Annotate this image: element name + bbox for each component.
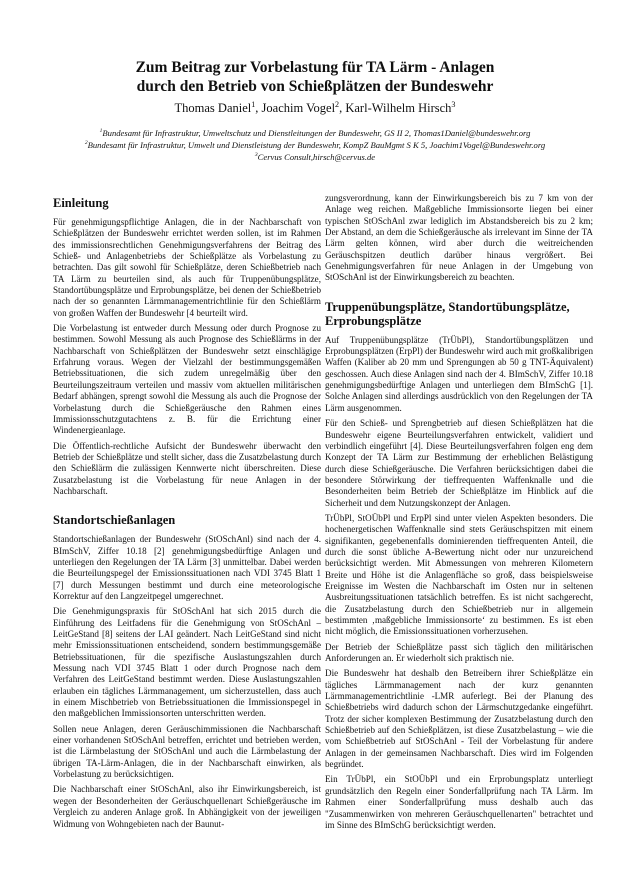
affiliation-3	[0, 152, 630, 164]
paper-header	[0, 58, 630, 163]
author-affiliation-mark: 1	[251, 99, 256, 109]
affiliation-text: Cervus Consult,hirsch@cervus.de	[257, 151, 376, 162]
author-name: Thomas Daniel	[174, 101, 252, 115]
paragraph: Auf Truppenübungsplätze (TrÜbPl), Standortübungsplätzen und Erprobungsplätzen (ErpPl) der Bundeswehr wird auch mit großkalibrigen Waffen (Kaliber ab 20 mm und Sprengungen ab 50 g TNT-Äquivalent) geschossen. Auch diese Anlagen sind nach der 4. BImSchV, Ziffer 10.18 genehmigungsbedürftige Anlagen und unterliegen dem BImSchG [1]. Solche Anlagen sind allerdings ausdrücklich von den Regelungen der TA Lärm ausgenommen.	[325, 334, 593, 413]
author-name: Karl-Wilhelm Hirsch	[345, 101, 452, 115]
paragraph: Die Genehmigungspraxis für StOSchAnl hat sich 2015 durch die Einführung des Leitfadens für die Genehmigung von StOSchAnl – LeitGeStand [8] seitens der LAI geändert. Nach LeitGeStand sind nicht mehr Emissionssituationen entscheidend, sondern bestimmungsgemäße Betriebssituationen, für die spezifische Auslastungszahlen durch Messung nach VDI 3745 Blatt 1 oder durch Prognose nach dem Verfahren des LeitGeStand bestimmt werden. Diese Auslastungszahlen erlauben ein tägliches Lärmmanagement, um sicherzustellen, dass auch in einem Mischbetrieb von Betriebssituationen die Immissionspegel in den maßgeblichen Immissionsorten unterschritten werden.	[53, 606, 321, 719]
paragraph: Sollen neue Anlagen, deren Geräuschimmissionen die Nachbarschaft einer vorhandenen StOSchAnl betreffen, errichtet und betrieben werden, ist die Lärmbelastung der StOSchAnl und auch die Lärmbelastung der übrigen TA-Lärm-Anlagen, die in der Nachbarschaft einwirken, als Vorbelastung zu berücksichtigen.	[53, 723, 321, 780]
paragraph: Die Vorbelastung ist entweder durch Messung oder durch Prognose zu bestimmen. Sowohl Messung als auch Prognose des Schießlärms in der Nachbarschaft von Schießplätzen der Bundeswehr setzt einschlägige Erfahrung voraus. Wegen der Vielzahl der bestimmungsgemäßen Betriebssituationen, die sich zudem unregelmäßig über den Beurteilungszeitraum verteilen und massiv vom aktuellen militärischen Bedarf abhängen, sprengt sowohl die Messung als auch die Prognose der Vorbelastung durch die Schießgeräusche den Rahmen eines Immissionsschutzgutachtens z. B. für die Errichtung einer Windenergieanlage.	[53, 323, 321, 436]
title-line-2: durch den Betrieb von Schießplätzen der Bundeswehr	[136, 78, 494, 95]
paragraph: TrÜbPl, StOÜbPl und ErpPl sind unter vielen Aspekten besonders. Die hochenergetischen Waffenknalle sind stets Geräuschspitzen mit einem signifikanten, gegebenenfalls dominierenden tieffrequenten Anteil, die durch die sonst übliche A-Bewertung nicht oder nur unzureichend berücksichtigt werden. Mit Abmessungen von mehreren Kilometern Breite und Höhe ist die Anlagenfläche so groß, dass beispielsweise Ereignisse im Westen die Nachbarschaft im Osten nur in seltenen Ausbreitungssituationen tatsächlich betreffen. Es ist nicht sachgerecht, die Zusatzbelastung durch den Schießbetrieb nur in allgemein bestimmten ‚maßgebliche Immissionsorte‘ zu bestimmen. Es ist eben nicht möglich, die Emissionssituationen vorherzusehen.	[325, 512, 593, 637]
author-name: Joachim Vogel	[261, 101, 336, 115]
affiliation-1	[0, 128, 630, 140]
author-list: Thomas Daniel$^1$, Joachim Vogel$^2$, Karl-Wilhelm Hirsch$^3$	[174, 99, 456, 115]
author-affiliation-mark: 2	[335, 99, 340, 109]
section-heading-truppenuebungsplaetze: Truppenübungsplätze, Standortübungsplätze, Erprobungsplätze	[325, 299, 570, 328]
left-column	[53, 196, 321, 834]
affiliation-mark: 2	[84, 139, 88, 146]
section-heading-einleitung: Einleitung	[53, 196, 109, 210]
paragraph: Für den Schieß- und Sprengbetrieb auf diesen Schießplätzen hat die Bundeswehr eigene Beurteilungsverfahren entwickelt, validiert und verbindlich eingeführt [4]. Diese Beurteilungsverfahren folgen eng dem Konzept der TA Lärm zur Bestimmung der erheblichen Belästigung durch diese Schießgeräusche. Die Verfahren berücksichtigen dabei die besondere Störwirkung der tieffrequenten Waffenknalle und die Besonderheiten beim Betrieb der Schießplätze im Hinblick auf die Sicherheit und dem Nutzungskonzept der Anlagen.	[325, 418, 593, 508]
author-affiliation-mark: 3	[451, 99, 456, 109]
paragraph: Der Betrieb der Schießplätze passt sich täglich den militärischen Anforderungen an. Er wiederholt sich praktisch nie.	[325, 641, 593, 664]
paragraph: Die Öffentlich-rechtliche Aufsicht der Bundeswehr überwacht den Betrieb der Schießplätze und stellt sicher, dass die Zusatzbelastung durch den Schießlärm die zulässigen Kennwerte nicht überschreiten. Diese Zusatzbelastung ist die Vorbelastung für neue Anlagen in der Nachbarschaft.	[53, 440, 321, 496]
affiliation-mark: 1	[99, 128, 103, 135]
title-line-1: Zum Beitrag zur Vorbelastung für TA Lärm - Anlagen	[135, 59, 495, 76]
paragraph: Die Bundeswehr hat deshalb den Betreibern ihrer Schießplätze ein tägliches Lärmmanagement nach der kurz genannten Lärmmanagementrichtlinie -LMR auferlegt. Bei der Planung des Schießbetriebs wird dadurch schon der Lärmschutzgedanke eingeführt. Trotz der sicher komplexen Bestimmung der Zusatzbelastung durch den Schießbetrieb auf den Schießplätzen, ist diese Zusatzbelastung – wie die vom Schießbetrieb auf StOSchAnl - Teil der Vorbelastung für andere Anlagen in der gemeinsamen Nachbarschaft. Dies wird im Folgenden begründet.	[325, 668, 593, 770]
affiliation-2	[0, 140, 630, 152]
right-column	[325, 193, 593, 835]
affiliation-list	[0, 128, 630, 163]
affiliation-mark: 3	[254, 151, 258, 158]
paper-title	[0, 58, 630, 96]
paragraph: Ein TrÜbPl, ein StOÜbPl und ein Erprobungsplatz unterliegt grundsätzlich den Regeln einer Sonderfallprüfung nach TA Lärm. Im Rahmen einer Sonderfallprüfung muss deshalb auch das "Zusammenwirken von mehreren Geräuschquellenarten" betrachtet und im Sinne des BImSchG berücksichtigt werden.	[325, 774, 593, 830]
affiliation-text: Bundesamt für Infrastruktur, Umwelt und Dienstleistung der Bundeswehr, KompZ BauMgmt S K 5, Joachim1Vogel@Bundeswehr.org	[87, 139, 546, 150]
paragraph: Die Nachbarschaft einer StOSchAnl, also ihr Einwirkungsbereich, ist wegen der Besonderheiten der Geräuschquellenart Schießgeräusche im Vergleich zu anderen Anlage groß. In Abhängigkeit von der jeweiligen Widmung von Wohngebieten nach der Baunut-	[53, 784, 321, 829]
paragraph: Standortschießanlagen der Bundeswehr (StOSchAnl) sind nach der 4. BImSchV, Ziffer 10.18 [2] genehmigungsbedürftige Anlagen und unterliegen den Regelungen der TA Lärm [3] unmittelbar. Dabei werden die Beurteilungspegel der Emissionssituationen nach VDI 3745 Blatt 1 [7] durch Messungen bestimmt und durch eine meteorologische Korrektur auf den Langzeitpegel umgerechnet.	[53, 534, 321, 601]
affiliation-text: Bundesamt für Infrastruktur, Umweltschutz und Dienstleitungen der Bundeswehr, GS II 2, Thomas1Daniel@bundeswehr.org	[102, 128, 531, 138]
paragraph: Für genehmigungspflichtige Anlagen, die in der Nachbarschaft von Schießplätzen der Bundeswehr errichtet werden sollen, ist im Rahmen des immissionsrechtlichen Genehmigungsverfahrens der Beitrag des Schieß- und Anlagenbetriebs der Schießplätze als Vorbelastung zu betrachten. Das gilt sowohl für Schießplätze, deren Schießbetrieb nach TA Lärm zu beurteilen sind, als auch für Truppenübungsplätze, Standortübungsplätze und Erprobungsplätze, bei denen der Schießbetrieb nach der so genannten Lärmmanagementrichtlinie für den Schießlärm von großen Waffen der Bundeswehr [4 beurteilt wird.	[53, 217, 321, 318]
section-heading-standortschiessanlagen: Standortschießanlagen	[53, 513, 176, 528]
paragraph-continuation: zungsverordnung, kann der Einwirkungsbereich bis zu 7 km von der Anlage weg reichen. Maßgebliche Immissionsorte liegen bei einer typischen StOSchAnl zwar lediglich im Abstandsbereich bis zu 2 km; Der Abstand, an dem die Schießgeräusche als irrelevant im Sinne der TA Lärm gelten können, wird aber durch die weitreichenden Geräuschspitzen deutlich darüber hinaus vergrößert. Bei Genehmigungsverfahren für neue Anlagen in der Umgebung von StOSchAnl ist der Einwirkungsbereich zu beachten.	[325, 193, 593, 283]
